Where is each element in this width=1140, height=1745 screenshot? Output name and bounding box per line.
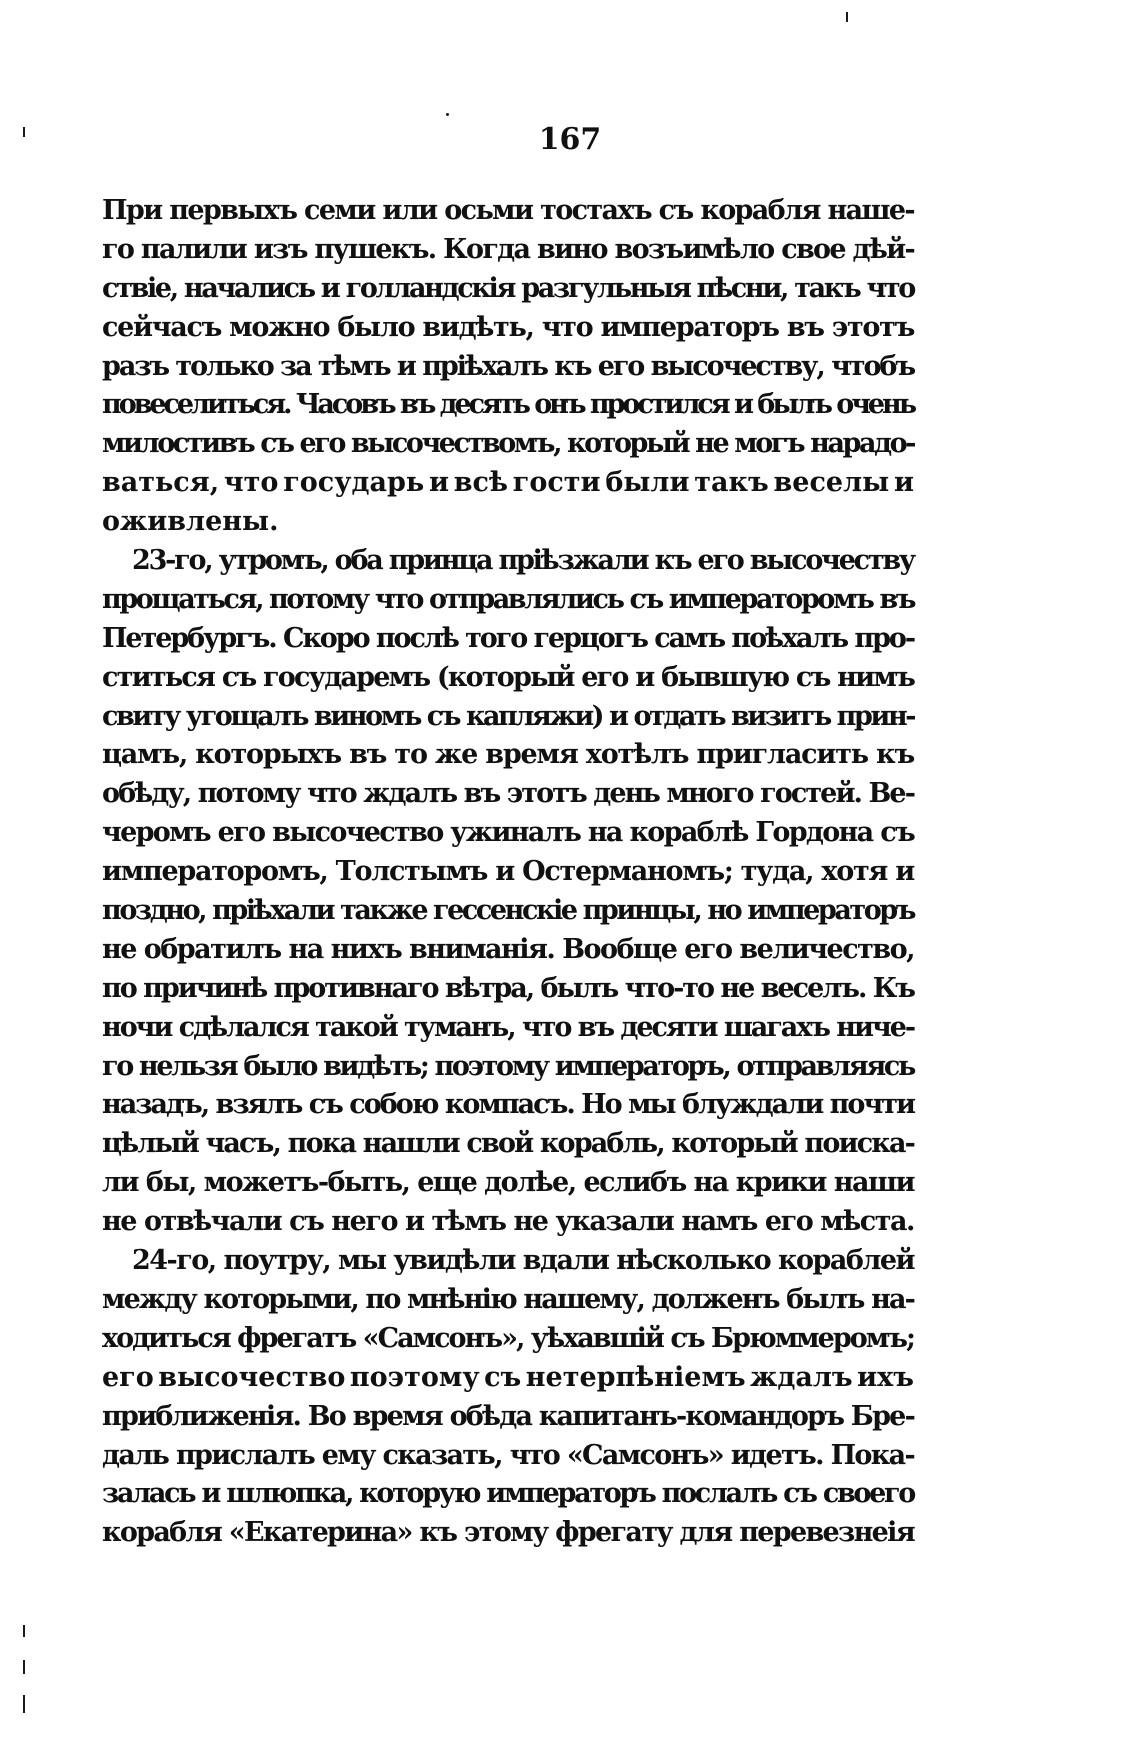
- text-line: поздно, пріѣхали также гессенскіе принцы, но императоръ: [102, 895, 914, 927]
- text-line: ходиться фрегатъ «Самсонъ», уѣхавшій съ Брюммеромъ;: [102, 1322, 914, 1354]
- text-line: цамъ, которыхъ въ то же время хотѣлъ пригласить къ: [102, 739, 914, 771]
- text-line: приближенія. Во время обѣда капитанъ-командоръ Бре-: [102, 1400, 914, 1432]
- text-line: его высочество поэтому съ нетерпѣніемъ ждалъ ихъ: [102, 1361, 914, 1393]
- paragraph-start-line: 23-го, утромъ, оба принца пріѣзжали къ его высочеству: [132, 545, 914, 577]
- text-line: ститься съ государемъ (который его и бывшую съ нимъ: [102, 661, 914, 693]
- text-line: го нельзя было видѣть; поэтому императоръ, отправляясь: [102, 1050, 914, 1082]
- text-line: цѣлый часъ, пока нашли свой корабль, который поискa-: [102, 1128, 914, 1160]
- text-line: императоромъ, Толстымъ и Остерманомъ; туда, хотя и: [102, 856, 914, 888]
- text-line: го палили изъ пушекъ. Когда вино возъимѣло свое дѣй-: [102, 233, 914, 265]
- body-text: [102, 192, 914, 1553]
- text-line: корабля «Екатерина» къ этому фрегату для перевезнеія: [102, 1517, 914, 1549]
- text-line: При первыхъ семи или осьми тостахъ съ корабля наше-: [102, 195, 914, 226]
- text-line: ствіе, начались и голландскія разгульныя пѣсни, такъ что: [102, 272, 914, 304]
- text-line: ночи сдѣлался такой туманъ, что въ десяти шагахъ ниче-: [102, 1011, 914, 1043]
- text-line: повеселиться. Часовъ въ десять онъ простился и былъ очень: [102, 389, 914, 421]
- paragraph-start-line: 24-го, поутру, мы увидѣли вдали нѣсколько кораблей: [132, 1245, 914, 1277]
- text-line: милостивъ съ его высочествомъ, который не могъ нарадо-: [102, 428, 914, 460]
- text-line: ваться, что государь и всѣ гости были такъ веселы и: [102, 467, 914, 499]
- text-line: залась и шлюпка, которую императоръ послалъ съ своего: [102, 1478, 914, 1510]
- text-line: прощаться, потому что отправлялись съ императоромъ въ: [102, 583, 914, 615]
- scan-speck: [23, 1660, 25, 1674]
- text-line: назадъ, взялъ съ собою компасъ. Но мы блуждали почти: [102, 1089, 914, 1121]
- text-line: Петербургъ. Скоро послѣ того герцогъ самъ поѣхалъ про-: [102, 622, 914, 654]
- text-line: по причинѣ противнаго вѣтра, былъ что-то не веселъ. Къ: [102, 972, 914, 1004]
- text-line: черомъ его высочество ужиналъ на кораблѣ Гордона съ: [102, 817, 914, 849]
- scan-speck: [446, 113, 449, 116]
- scan-speck: [23, 1625, 25, 1637]
- text-line: не обратилъ на нихъ вниманія. Вообще его величество,: [102, 933, 914, 965]
- scan-speck: [846, 12, 848, 22]
- text-line: оживлены.: [102, 506, 279, 538]
- text-line: сейчасъ можно было видѣть, что императоръ въ этотъ: [102, 311, 914, 343]
- page-number: 167: [538, 122, 602, 157]
- text-line: обѣду, потому что ждалъ въ этотъ день много гостей. Ве-: [102, 778, 914, 810]
- text-line: между которыми, по мнѣнію нашему, долженъ былъ на-: [102, 1283, 914, 1315]
- text-line: разъ только за тѣмъ и пріѣхалъ къ его высочеству, чтобъ: [102, 350, 914, 382]
- text-line: ли бы, можетъ-быть, еще долѣе, еслибъ на крики наши: [102, 1167, 914, 1199]
- scan-speck: [23, 1695, 25, 1713]
- text-line: не отвѣчали съ него и тѣмъ не указали намъ его мѣста.: [102, 1206, 914, 1238]
- text-line: даль прислалъ ему сказать, что «Самсонъ» идетъ. Пока-: [102, 1439, 914, 1471]
- text-line: свиту угощалъ виномъ съ капляжи) и отдать визитъ прин-: [102, 700, 914, 732]
